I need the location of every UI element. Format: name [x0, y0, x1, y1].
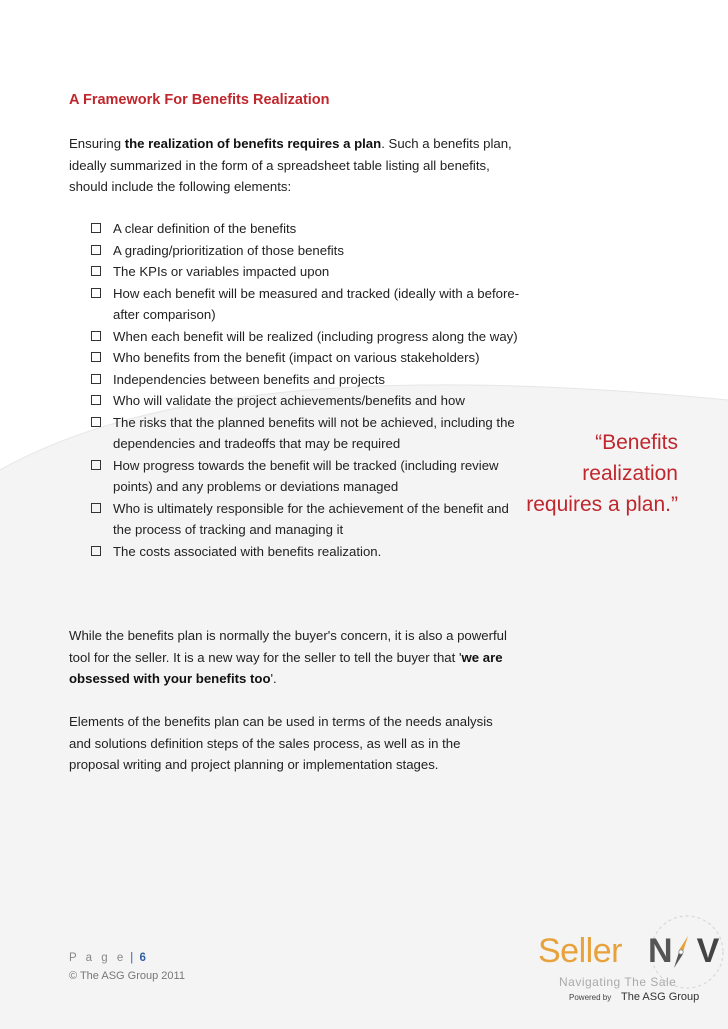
list-item-text: The risks that the planned benefits will not be achieved, including the dependencies and tradeoffs that may be required	[113, 414, 515, 451]
list-item	[91, 455, 521, 498]
logo-nav-v: V	[696, 932, 720, 970]
checkbox-icon	[91, 460, 101, 470]
list-item-text: Who will validate the project achievements/benefits and how	[113, 393, 465, 408]
intro-text-end: . Such a benefits plan, ideally summarized in the form of a spreadsheet table listing all benefits, should include the following elements:	[69, 136, 512, 194]
list-item-text: A grading/prioritization of those benefits	[113, 242, 344, 258]
list-item	[91, 390, 521, 412]
logo-seller-text: Seller	[538, 932, 622, 970]
list-item-text: Independencies between benefits and projects	[113, 371, 386, 387]
list-item-text: When each benefit will be realized (including progress along the way)	[113, 328, 518, 344]
section-heading: A Framework For Benefits Realization	[69, 92, 330, 108]
seller-bold-text: we are obsessed with your benefits too	[69, 649, 503, 686]
seller-paragraph	[69, 625, 514, 690]
list-item	[91, 412, 521, 455]
list-item	[91, 283, 521, 326]
checkbox-icon	[91, 417, 101, 427]
list-item-text: The KPIs or variables impacted upon	[113, 264, 330, 279]
logo-powered-by: Powered by	[569, 993, 612, 1002]
list-item-text: The costs associated with benefits realization.	[113, 543, 382, 559]
checkbox-icon	[91, 266, 101, 276]
page-label: P a g e	[69, 952, 127, 964]
pull-quote: “Benefits realization requires a plan.”	[526, 431, 678, 516]
checkbox-icon	[91, 245, 101, 255]
checkbox-icon	[91, 395, 101, 405]
list-item	[91, 326, 521, 348]
intro-bold-text: the realization of benefits requires a plan	[124, 136, 382, 151]
logo-tagline: Navigating The Sale	[559, 975, 677, 989]
list-item	[91, 240, 521, 262]
logo-nav-n: N	[648, 932, 673, 970]
checkbox-icon	[91, 503, 101, 513]
copyright-notice: © The ASG Group 2011	[69, 970, 185, 982]
seller-text-end: '.	[270, 671, 277, 686]
checklist	[91, 218, 521, 562]
list-item	[91, 218, 521, 240]
checkbox-icon	[91, 288, 101, 298]
list-item-text: How progress towards the benefit will be tracked (including review points) and any problems or deviations managed	[113, 457, 499, 494]
list-item	[91, 498, 521, 541]
intro-text-start: Ensuring	[69, 136, 125, 151]
checkbox-icon	[91, 331, 101, 341]
list-item	[91, 541, 521, 563]
list-item	[91, 347, 521, 369]
seller-text-start: While the benefits plan is normally the buyer's concern, it is also a powerful tool for the seller. It is a new way for the seller to tell the buyer that '	[69, 628, 507, 665]
checkbox-icon	[91, 352, 101, 362]
list-item-text: Who benefits from the benefit (impact on various stakeholders)	[113, 350, 480, 365]
page-number: 6	[139, 952, 146, 964]
list-item-text: How each benefit will be measured and tracked (ideally with a before-after comparison)	[113, 285, 520, 322]
page-separator: |	[130, 952, 134, 964]
list-item	[91, 369, 521, 391]
checkbox-icon	[91, 223, 101, 233]
page-number-footer	[69, 952, 146, 964]
intro-paragraph	[69, 133, 514, 198]
list-item	[91, 261, 521, 283]
compass-needle-icon	[668, 934, 694, 970]
list-item-text: Who is ultimately responsible for the achievement of the benefit and the process of tracking and managing it	[113, 500, 509, 537]
list-item-text: A clear definition of the benefits	[113, 221, 297, 236]
logo-company: The ASG Group	[621, 991, 700, 1003]
sellernav-logo	[535, 920, 725, 1005]
elements-paragraph: Elements of the benefits plan can be used in terms of the needs analysis and solutions definition steps of the sales process, as well as in the proposal writing and project planning or implementation stages.	[69, 714, 493, 772]
checkbox-icon	[91, 546, 101, 556]
checkbox-icon	[91, 374, 101, 384]
